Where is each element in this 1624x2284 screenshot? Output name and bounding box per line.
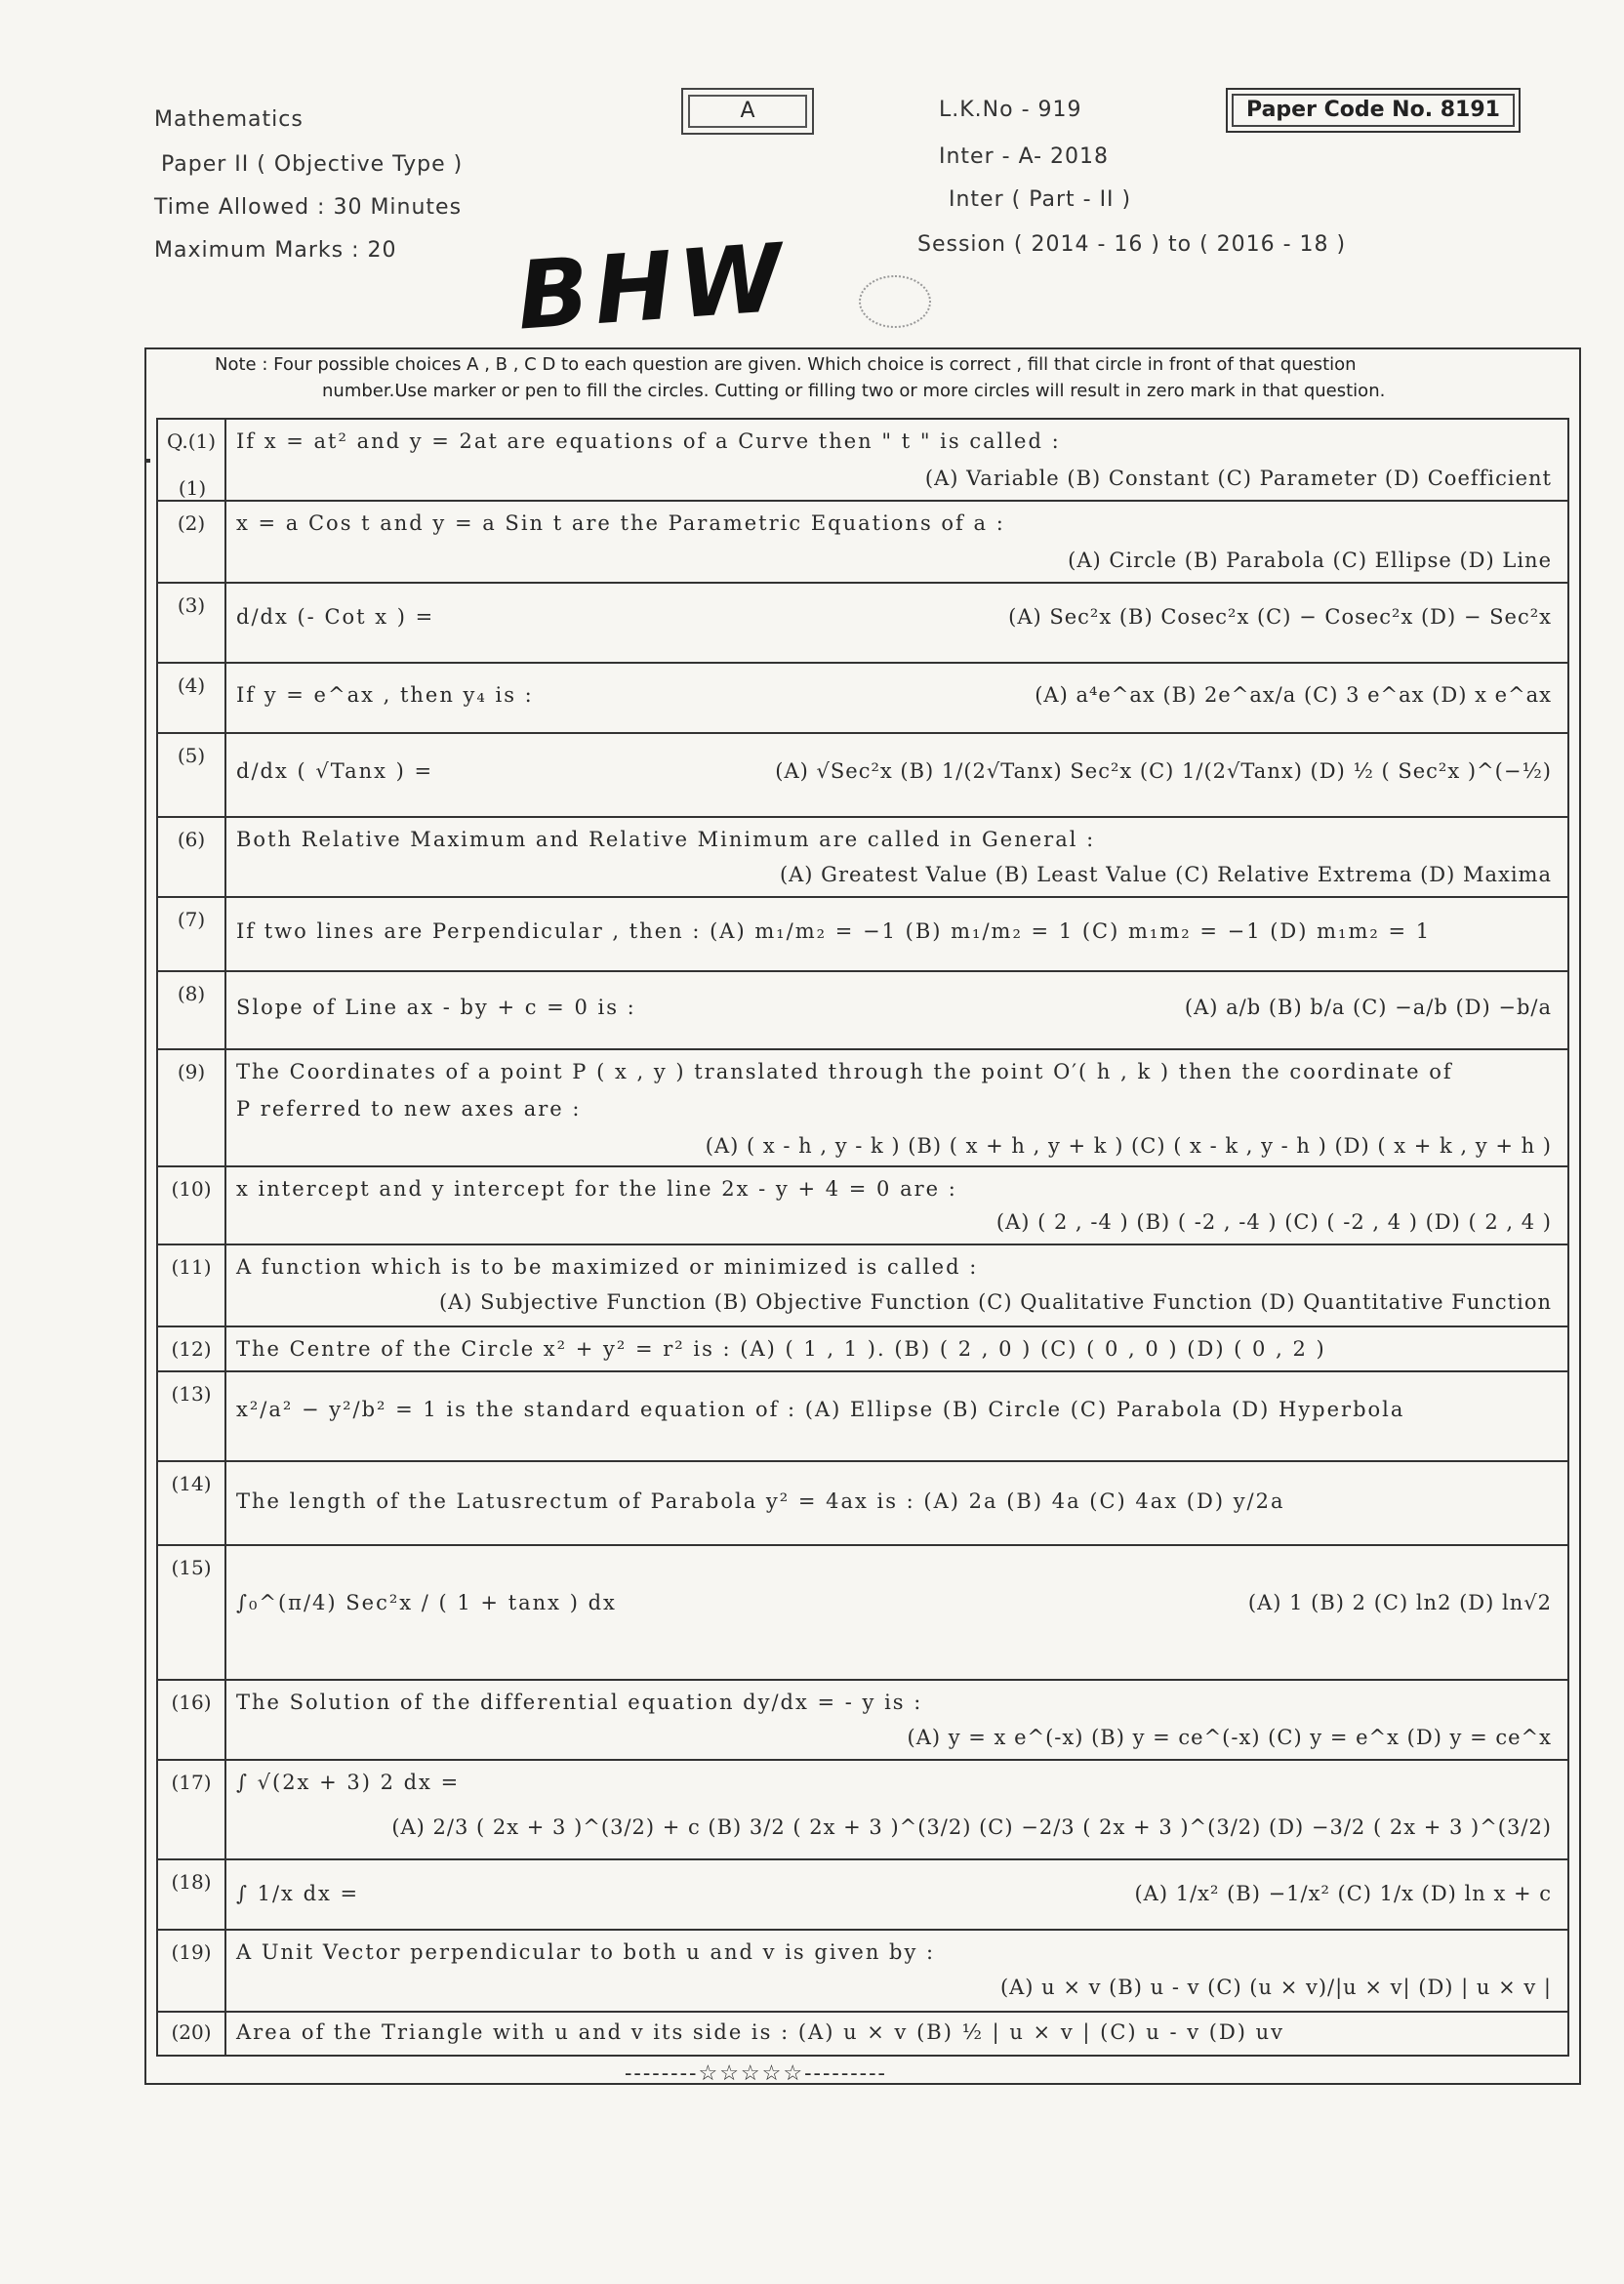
note-line-2: number.Use marker or pen to fill the circles. Cutting or filling two or more circles will result in zero mark in that question. xyxy=(322,381,1386,401)
question-options: (A) u × v (B) u - v (C) (u × v)/|u × v| (D) | u × v | xyxy=(999,1976,1552,1999)
question-number: (5) xyxy=(158,734,226,816)
question-number: (10) xyxy=(158,1167,226,1244)
question-row xyxy=(158,420,1567,502)
question-text: Slope of Line ax - by + c = 0 is : xyxy=(236,996,636,1019)
question-number: (17) xyxy=(158,1761,226,1858)
question-text: d/dx (- Cot x ) = xyxy=(236,605,435,629)
question-number: (11) xyxy=(158,1245,226,1326)
question-text: If two lines are Perpendicular , then : (A) m₁/m₂ = −1 (B) m₁/m₂ = 1 (C) m₁m₂ = −1 (D) m₁m₂ = 1 xyxy=(236,919,1432,943)
question-text-continued: P referred to new axes are : xyxy=(236,1097,582,1121)
question-row xyxy=(158,1546,1567,1681)
question-text: ∫₀^(π/4) Sec²x / ( 1 + tanx ) dx xyxy=(236,1591,617,1614)
question-row xyxy=(158,1167,1567,1245)
question-row xyxy=(158,1372,1567,1462)
question-number: (14) xyxy=(158,1462,226,1544)
note-line-1: Note : Four possible choices A , B , C D to each question are given. Which choice is correct , fill that circle in front of that question xyxy=(215,354,1357,375)
question-options: (A) a⁴e^ax (B) 2e^ax/a (C) 3 e^ax (D) x e^ax xyxy=(1035,683,1552,707)
question-text: ∫ √(2x + 3) 2 dx = xyxy=(236,1771,461,1794)
question-text: x²/a² − y²/b² = 1 is the standard equation of : (A) Ellipse (B) Circle (C) Parabola (D) Hyperbola xyxy=(236,1398,1405,1421)
question-options: (A) 1 (B) 2 (C) ln2 (D) ln√2 xyxy=(1247,1591,1552,1614)
question-number: (8) xyxy=(158,972,226,1048)
question-text: x = a Cos t and y = a Sin t are the Parametric Equations of a : xyxy=(236,511,1005,535)
question-row xyxy=(158,664,1567,734)
question-text: The Centre of the Circle x² + y² = r² is : (A) ( 1 , 1 ). (B) ( 2 , 0 ) (C) ( 0 , 0 ) (D) ( 0 , 2 ) xyxy=(236,1337,1326,1361)
question-number: (4) xyxy=(158,664,226,732)
lk-number: L.K.No - 919 xyxy=(939,98,1082,122)
question-number: (13) xyxy=(158,1372,226,1460)
question-text: A Unit Vector perpendicular to both u and v is given by : xyxy=(236,1940,936,1964)
question-row xyxy=(158,1761,1567,1860)
question-row xyxy=(158,898,1567,972)
inter-year: Inter - A- 2018 xyxy=(939,144,1110,169)
question-options: (A) Subjective Function (B) Objective Function (C) Qualitative Function (D) Quantitative Function xyxy=(438,1290,1552,1314)
question-options: (A) a/b (B) b/a (C) −a/b (D) −b/a xyxy=(1184,996,1552,1019)
question-text: A function which is to be maximized or minimized is called : xyxy=(236,1255,979,1279)
question-row xyxy=(158,1681,1567,1761)
question-number: Q.(1) xyxy=(158,420,226,500)
seal-icon xyxy=(859,275,931,328)
question-options: (A) √Sec²x (B) 1/(2√Tanx) Sec²x (C) 1/(2√Tanx) (D) ½ ( Sec²x )^(−½) xyxy=(775,759,1552,783)
question-subnumber: (1) xyxy=(178,476,207,500)
question-text: d/dx ( √Tanx ) = xyxy=(236,759,434,783)
time-allowed: Time Allowed : 30 Minutes xyxy=(154,195,463,220)
question-row xyxy=(158,1931,1567,2013)
question-row xyxy=(158,2013,1567,2055)
question-number: (7) xyxy=(158,898,226,970)
question-options: (A) 1/x² (B) −1/x² (C) 1/x (D) ln x + c xyxy=(1134,1882,1552,1905)
question-text: If y = e^ax , then y₄ is : xyxy=(236,683,534,707)
question-row xyxy=(158,734,1567,818)
max-marks: Maximum Marks : 20 xyxy=(154,238,397,263)
question-number: (12) xyxy=(158,1327,226,1370)
footer-stars: --------☆☆☆☆☆--------- xyxy=(625,2061,887,2086)
question-options: (A) Circle (B) Parabola (C) Ellipse (D) Line xyxy=(1068,549,1552,572)
question-number: (18) xyxy=(158,1860,226,1929)
question-text: Area of the Triangle with u and v its side is : (A) u × v (B) ½ | u × v | (C) u - v (D) uv xyxy=(236,2020,1285,2044)
question-number: (2) xyxy=(158,502,226,582)
question-number: (20) xyxy=(158,2013,226,2055)
question-text: If x = at² and y = 2at are equations of a Curve then " t " is called : xyxy=(236,429,1061,453)
question-row xyxy=(158,1860,1567,1931)
question-number: (16) xyxy=(158,1681,226,1759)
question-number: (9) xyxy=(158,1050,226,1165)
question-text: x intercept and y intercept for the line 2x - y + 4 = 0 are : xyxy=(236,1177,957,1201)
question-text: The Solution of the differential equation dy/dx = - y is : xyxy=(236,1691,923,1714)
question-number: (15) xyxy=(158,1546,226,1679)
inter-part: Inter ( Part - II ) xyxy=(949,187,1132,212)
question-row xyxy=(158,818,1567,898)
question-options: (A) y = x e^(-x) (B) y = ce^(-x) (C) y = e^x (D) y = ce^x xyxy=(907,1726,1552,1749)
question-options: (A) ( x - h , y - k ) (B) ( x + h , y + k ) (C) ( x - k , y - h ) (D) ( x + k , y + h ) xyxy=(705,1134,1552,1158)
question-text: ∫ 1/x dx = xyxy=(236,1882,360,1905)
question-options: (A) Variable (B) Constant (C) Parameter (D) Coefficient xyxy=(924,467,1552,490)
question-options: (A) 2/3 ( 2x + 3 )^(3/2) + c (B) 3/2 ( 2x + 3 )^(3/2) (C) −2/3 ( 2x + 3 )^(3/2) (D) −3/2 ( 2x + 3 )^(3/2) xyxy=(391,1815,1552,1839)
questions-table xyxy=(156,418,1569,2057)
question-number: (19) xyxy=(158,1931,226,2011)
paper-code-box: Paper Code No. 8191 xyxy=(1226,88,1521,133)
instructions-note xyxy=(156,351,1571,404)
subject-label: Mathematics xyxy=(154,107,304,132)
question-row xyxy=(158,1050,1567,1167)
question-options: (A) Sec²x (B) Cosec²x (C) − Cosec²x (D) − Sec²x xyxy=(1008,605,1552,629)
question-row xyxy=(158,502,1567,584)
question-number: (3) xyxy=(158,584,226,662)
question-text: The Coordinates of a point P ( x , y ) translated through the point O′( h , k ) then the coordinate of xyxy=(236,1060,1453,1083)
question-text: The length of the Latusrectum of Parabola y² = 4ax is : (A) 2a (B) 4a (C) 4ax (D) y/2a xyxy=(236,1489,1285,1513)
question-number: (6) xyxy=(158,818,226,896)
question-row xyxy=(158,1462,1567,1546)
question-text: Both Relative Maximum and Relative Minimum are called in General : xyxy=(236,828,1096,851)
question-row xyxy=(158,1327,1567,1372)
question-options: (A) Greatest Value (B) Least Value (C) Relative Extrema (D) Maxima xyxy=(779,863,1552,886)
question-options: (A) ( 2 , -4 ) (B) ( -2 , -4 ) (C) ( -2 , 4 ) (D) ( 2 , 4 ) xyxy=(995,1210,1552,1234)
board-stamp: BHW xyxy=(513,223,792,351)
session-label: Session ( 2014 - 16 ) to ( 2016 - 18 ) xyxy=(917,232,1347,257)
group-box: A xyxy=(681,88,814,135)
question-row xyxy=(158,1245,1567,1327)
margin-dot xyxy=(146,459,150,463)
question-row xyxy=(158,972,1567,1050)
question-row xyxy=(158,584,1567,664)
paper-label: Paper II ( Objective Type ) xyxy=(161,152,464,177)
